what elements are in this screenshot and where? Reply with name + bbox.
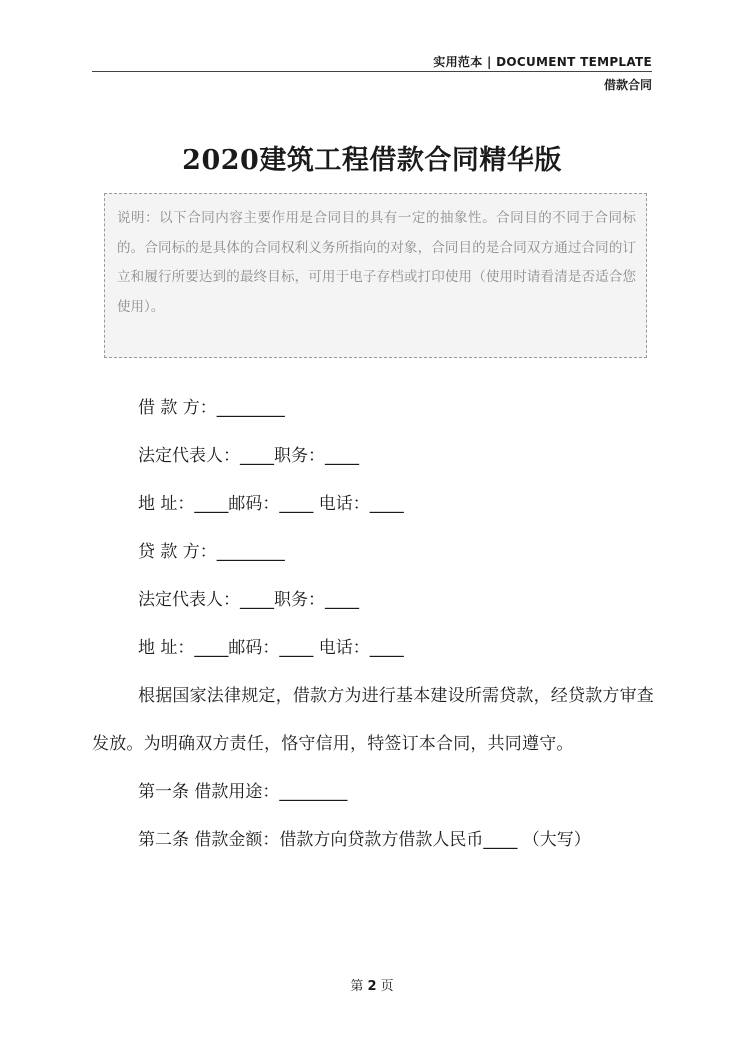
intro-paragraph: 根据国家法律规定，借款方为进行基本建设所需贷款，经贷款方审查发放。为明确双方责任，恪守信用，特签订本合同，共同遵守。 xyxy=(92,686,654,754)
article-1: 第一条 借款用途：________ xyxy=(138,782,348,802)
borrower-field: 借 款 方：________ xyxy=(138,398,285,418)
lender-address-field: 地 址：____邮码：____ 电话：____ xyxy=(138,638,404,658)
lender-field: 贷 款 方：________ xyxy=(138,542,285,562)
note-box xyxy=(104,193,647,358)
borrower-address-field: 地 址：____邮码：____ 电话：____ xyxy=(138,494,404,514)
page-number xyxy=(0,975,744,994)
header-divider xyxy=(92,71,652,72)
page-number-value: 2 xyxy=(367,979,377,994)
note-text: 说明：以下合同内容主要作用是合同目的具有一定的抽象性。合同目的不同于合同标的。合同标的是具体的合同权利义务所指向的对象，合同目的是合同双方通过合同的订立和履行所要达到的最终目标，可用于电子存档或打印使用（使用时请看清是否适合您使用）。 xyxy=(117,210,636,315)
header-category: 借款合同 xyxy=(603,78,652,92)
contract-body xyxy=(92,384,654,864)
article-2: 第二条 借款金额：借款方向贷款方借款人民币____ （大写） xyxy=(138,830,591,850)
document-title: 2020建筑工程借款合同精华版 xyxy=(182,145,562,176)
lender-representative-field: 法定代表人：____职务：____ xyxy=(138,590,359,610)
page-suffix: 页 xyxy=(380,979,394,994)
borrower-representative-field: 法定代表人：____职务：____ xyxy=(138,446,359,466)
header-document-template: 实用范本 | DOCUMENT TEMPLATE xyxy=(433,55,652,69)
page-prefix: 第 xyxy=(350,979,364,994)
